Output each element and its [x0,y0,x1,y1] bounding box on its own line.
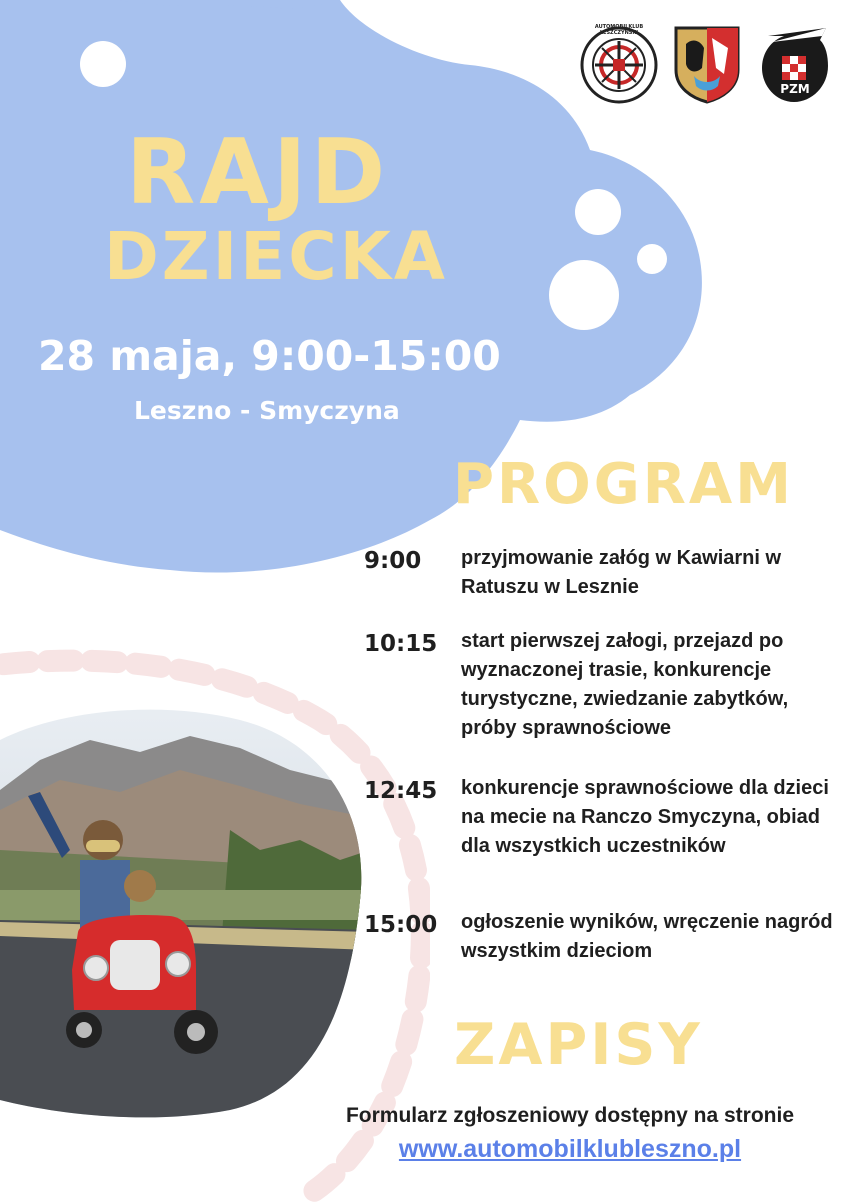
program-item-time: 12:45 [364,778,438,804]
program-item-desc: konkurencje sprawnościowe dla dzieci na mecie na Ranczo Smyczyna, obiad dla wszystkich uczestników [461,777,829,857]
pzm-logo [760,26,830,104]
event-date: 28 maja, 9:00-15:00 [38,332,501,380]
program-item-desc: przyjmowanie załóg w Kawiarni w Ratuszu w Lesznie [461,547,782,598]
zapisy-heading: ZAPISY [454,1012,703,1078]
event-place: Leszno - Smyczyna [134,396,400,425]
program-item-time: 10:15 [364,631,438,657]
title-dziecka: DZIECKA [104,218,448,295]
automobilklub-logo [580,26,658,104]
program-item-time: 9:00 [364,548,422,574]
registration-text: Formularz zgłoszeniowy dostępny na stronie [345,1104,795,1127]
registration-link[interactable]: www.automobilklubleszno.pl [398,1135,742,1163]
program-item-desc: start pierwszej załogi, przejazd po wyznaczonej trasie, konkurencje turystyczne, zwiedzanie zabytków, próby sprawnościowe [461,630,789,739]
program-item-time: 15:00 [364,912,438,938]
child-car-photo [0,700,370,1120]
program-heading: PROGRAM [453,452,794,517]
pzm-logo-text: PZM [780,82,810,96]
leszno-coat-of-arms [672,24,742,104]
title-rajd: RAJD [126,120,390,225]
automobilklub-logo-text: AUTOMOBILKLUB LESZCZYŃSKI [594,24,644,36]
program-item-desc: ogłoszenie wyników, wręczenie nagród wszystkim dzieciom [461,911,833,962]
